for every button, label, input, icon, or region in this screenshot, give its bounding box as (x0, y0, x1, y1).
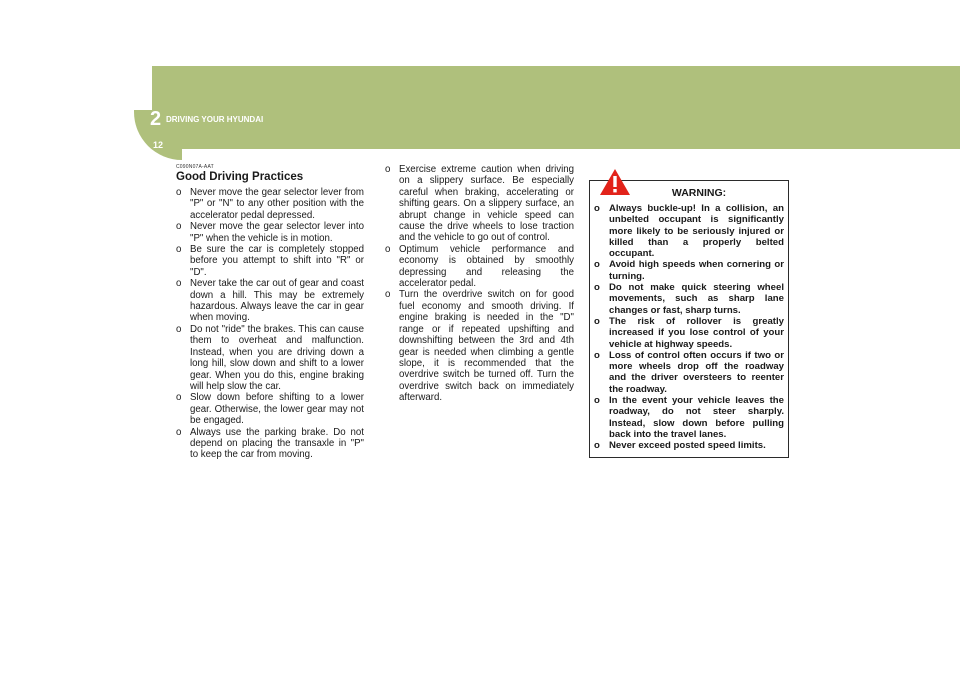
bullet-marker: o (594, 259, 600, 271)
bullet-marker: o (385, 243, 391, 255)
warning-list (594, 203, 784, 452)
chapter-number: 2 (150, 108, 162, 130)
list-item: o Never move the gear selector lever from "P" or "N" to any other position with the accelerator pedal depressed. (176, 187, 364, 221)
list-item: o Loss of control often occurs if two or more wheels drop off the roadway and the driver oversteers to reenter the roadway. (594, 349, 784, 395)
list-item: o Always use the parking brake. Do not depend on placing the transaxle in "P" to keep the car from moving. (176, 426, 364, 461)
list-item: o Always buckle-up! In a collision, an unbelted occupant is significantly more likely to be seriously injured or killed than a properly belted occupant. (594, 203, 784, 260)
list-item: o Do not "ride" the brakes. This can cause them to overheat and malfunction. Instead, when you are driving down a long hill, slow down and shift to a lower gear. When you do this, engine braking will help slow the car. (176, 323, 364, 392)
bullet-marker: o (594, 440, 600, 452)
page-number: 12 (153, 140, 164, 150)
list-item: o Slow down before shifting to a lower gear. Otherwise, the lower gear may not be engaged. (176, 392, 364, 427)
list-item: o Optimum vehicle performance and economy is obtained by smoothly depressing and releasing the accelerator pedal. (385, 243, 574, 290)
bullet-marker: o (385, 164, 391, 175)
list-item: o Exercise extreme caution when driving on a slippery surface. Be especially careful when braking, accelerating or shifting gears. On a slippery surface, an abrupt change in vehicle speed can cause the drive wheels to lose traction and the vehicle to go out of control. (385, 164, 574, 244)
list-item: o Never take the car out of gear and coast down a hill. This may be extremely hazardous. Always leave the car in gear when moving. (176, 278, 364, 324)
warning-box (589, 180, 789, 458)
bullet-marker: o (176, 278, 182, 290)
bullet-marker: o (176, 426, 182, 438)
section-title: Good Driving Practices (176, 171, 304, 183)
bullet-marker: o (594, 315, 600, 327)
list-item: o Turn the overdrive switch on for good fuel economy and smooth driving. If engine braking is needed in the "D" range or if repeated upshifting and downshifting between the 3rd and 4th gear is needed when climbing a gentle slope, it is recommended that the overdrive switch be turned off. Turn the overdrive switch back on immediately afterward. (385, 289, 574, 404)
list-item: o Avoid high speeds when cornering or turning. (594, 259, 784, 282)
chapter-title: DRIVING YOUR HYUNDAI (166, 115, 264, 124)
good-practices-list (176, 187, 364, 461)
bullet-marker: o (385, 289, 391, 301)
bullet-marker: o (594, 282, 600, 294)
bullet-marker: o (176, 392, 182, 404)
list-item: o Do not make quick steering wheel movements, such as sharp lane changes or fast, sharp turns. (594, 282, 784, 316)
list-item: o Be sure the car is completely stopped before you attempt to shift into "R" or "D". (176, 244, 364, 278)
list-item: o The risk of rollover is greatly increased if you lose control of your vehicle at highway speeds. (594, 315, 784, 350)
warning-title: WARNING: (671, 187, 727, 199)
bullet-marker: o (176, 323, 182, 335)
bullet-marker: o (176, 244, 182, 256)
list-item: o Never exceed posted speed limits. (594, 440, 766, 452)
bullet-marker: o (594, 203, 600, 214)
middle-column (385, 164, 574, 404)
section-code: C090N07A-AAT (176, 164, 214, 170)
bullet-marker: o (594, 349, 600, 361)
left-column (176, 164, 364, 461)
driving-tips-list (385, 164, 574, 404)
bullet-marker: o (176, 187, 182, 198)
bullet-marker: o (176, 221, 182, 233)
bullet-marker: o (594, 395, 600, 407)
warning-triangle-icon (599, 168, 631, 196)
header-band (152, 66, 960, 149)
list-item: o Never move the gear selector lever into "P" when the vehicle is in motion. (176, 221, 364, 244)
list-item: o In the event your vehicle leaves the roadway, do not steer sharply. Instead, slow down before pulling back into the travel lanes. (594, 395, 784, 440)
